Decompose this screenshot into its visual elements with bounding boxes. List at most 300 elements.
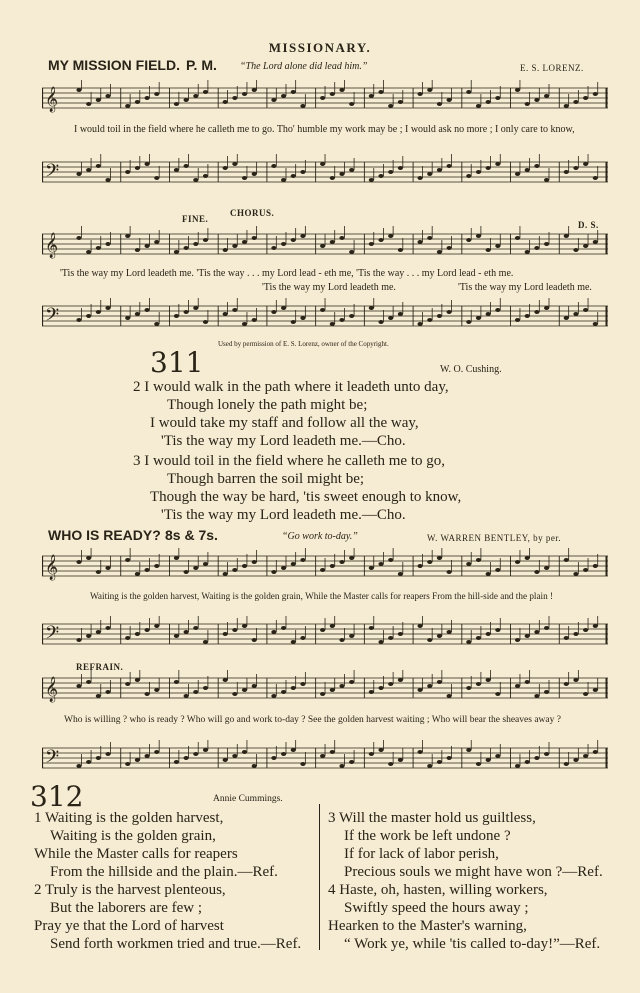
note-head [369,178,374,182]
note-head [223,100,228,104]
verse-line: Though barren the soil might be; [167,471,365,487]
note-head [291,320,296,324]
column-divider [319,804,320,950]
hymn-number: 312 [30,780,84,813]
note-head [184,310,189,314]
note-head [135,678,140,682]
note-head [486,312,491,316]
note-head [564,104,569,108]
note-head [291,640,296,644]
note-head [466,238,471,242]
note-head [398,248,403,252]
note-head [203,238,208,242]
verse-line: 3 Will the master hold us guiltless, [328,810,536,826]
note-head [339,764,344,768]
note-head [593,564,598,568]
note-head [495,96,500,100]
note-head [203,174,208,178]
note-head [154,564,159,568]
verse-line: While the Master calls for reapers [34,846,238,862]
hymn-meter: 8s & 7s. [165,527,218,543]
note-head [174,760,179,764]
note-head [417,624,422,628]
verse-line: Though lonely the path might be; [167,397,368,413]
verse-line: Though the way be hard, 'tis sweet enough to know, [150,489,462,505]
chorus-marking: CHORUS. [230,208,275,218]
note-head [135,572,140,576]
note-head [378,748,383,752]
note-head [96,246,101,250]
note-head [320,162,325,166]
verse-line: Swiftly speed the hours away ; [344,900,529,916]
note-head [76,172,81,176]
note-head [476,762,481,766]
note-head [252,318,257,322]
clef-icon: 𝄞 [45,233,59,258]
note-head [184,246,189,250]
note-head [349,760,354,764]
note-head [144,244,149,248]
note-head [291,238,296,242]
note-head [281,178,286,182]
note-head [105,178,110,182]
note-head [339,560,344,564]
note-head [252,172,257,176]
note-head [573,166,578,170]
note-head [388,316,393,320]
note-head [544,242,549,246]
note-head [564,558,569,562]
note-head [330,688,335,692]
note-head [203,320,208,324]
note-head [378,320,383,324]
note-head [291,748,296,752]
note-head [534,630,539,634]
note-head [174,168,179,172]
note-head [281,752,286,756]
note-head [447,310,452,314]
note-head [583,244,588,248]
composer-credit: E. S. LORENZ. [520,63,584,73]
note-head [86,760,91,764]
note-head [534,164,539,168]
verse-line: If for lack of labor perish, [344,846,499,862]
note-head [369,242,374,246]
note-head [476,636,481,640]
note-head [369,626,374,630]
hymn-number: 311 [150,346,204,379]
note-head [203,562,208,566]
note-head [96,98,101,102]
music-staff-system-4-bass [42,740,608,780]
note-head [495,568,500,572]
note-head [427,88,432,92]
note-head [398,100,403,104]
chorus-lyric-bass: 'Tis the way my Lord leadeth me. [262,282,396,293]
verse-line: “ Work ye, while 'tis called to-day!”—Ref. [344,936,601,952]
note-head [125,636,130,640]
note-head [242,564,247,568]
note-head [339,172,344,176]
note-head [564,234,569,238]
note-head [271,630,276,634]
note-head [281,626,286,630]
verse-line: Waiting is the golden grain, [50,828,216,844]
note-head [525,680,530,684]
note-head [271,164,276,168]
note-head [203,640,208,644]
note-head [515,684,520,688]
note-head [447,570,452,574]
note-head [281,690,286,694]
note-head [466,90,471,94]
note-head [593,176,598,180]
note-head [252,88,257,92]
note-head [203,748,208,752]
verse-line: 1 Waiting is the golden harvest, [34,810,224,826]
note-head [544,178,549,182]
note-head [96,694,101,698]
note-head [378,686,383,690]
note-head [417,750,422,754]
note-head [135,758,140,762]
verse-line: 'Tis the way my Lord leadeth me.—Cho. [161,507,406,523]
note-head [427,236,432,240]
note-head [242,322,247,326]
note-head [427,684,432,688]
note-head [417,176,422,180]
note-head [437,314,442,318]
note-head [339,638,344,642]
note-head [544,566,549,570]
note-head [86,250,91,254]
note-head [154,750,159,754]
note-head [281,566,286,570]
note-head [135,100,140,104]
note-head [573,758,578,762]
note-head [583,308,588,312]
note-head [515,318,520,322]
note-head [232,568,237,572]
note-head [447,98,452,102]
note-head [86,680,91,684]
note-head [525,634,530,638]
note-head [378,90,383,94]
note-head [476,558,481,562]
note-head [330,624,335,628]
note-head [564,316,569,320]
note-head [573,678,578,682]
music-staff-system-2-treble [42,226,608,266]
clef-icon: 𝄢 [45,747,60,772]
note-head [232,162,237,166]
note-head [223,248,228,252]
note-head [76,764,81,768]
note-head [223,678,228,682]
note-head [184,98,189,102]
verse [34,809,278,881]
note-head [476,234,481,238]
note-head [242,624,247,628]
note-head [144,628,149,632]
note-head [544,752,549,756]
note-head [105,566,110,570]
note-head [271,694,276,698]
note-head [486,100,491,104]
note-head [447,164,452,168]
note-head [525,760,530,764]
note-head [281,94,286,98]
verse [133,452,461,524]
note-head [154,92,159,96]
note-head [515,236,520,240]
note-head [417,322,422,326]
clef-icon: 𝄞 [45,677,59,702]
note-head [86,102,91,106]
note-head [564,170,569,174]
note-head [495,754,500,758]
note-head [144,568,149,572]
note-head [583,162,588,166]
note-head [125,316,130,320]
note-head [193,566,198,570]
note-head [369,566,374,570]
note-head [144,308,149,312]
note-head [252,560,257,564]
note-head [466,686,471,690]
note-head [320,628,325,632]
note-head [86,168,91,172]
note-head [320,244,325,248]
note-head [369,690,374,694]
note-head [232,692,237,696]
note-head [466,640,471,644]
note-head [466,562,471,566]
verse [328,809,603,881]
note-head [135,312,140,316]
note-head [398,166,403,170]
note-head [105,626,110,630]
note-head [378,238,383,242]
note-head [174,556,179,560]
note-head [154,176,159,180]
note-head [300,234,305,238]
note-head [564,762,569,766]
note-head [486,678,491,682]
note-head [447,694,452,698]
note-head [583,754,588,758]
note-head [252,684,257,688]
note-head [515,764,520,768]
note-head [144,692,149,696]
note-head [437,760,442,764]
note-head [184,694,189,698]
verse-line: If the work be left undone ? [344,828,511,844]
note-head [437,556,442,560]
note-head [252,638,257,642]
note-head [252,764,257,768]
note-head [300,636,305,640]
note-head [593,322,598,326]
note-head [427,318,432,322]
note-head [447,630,452,634]
note-head [427,172,432,176]
note-head [534,756,539,760]
note-head [447,756,452,760]
note-head [242,750,247,754]
note-head [281,242,286,246]
verse-line: 3 I would toil in the field where he calleth me to go, [133,453,445,469]
note-head [495,628,500,632]
note-head [174,314,179,318]
note-head [76,684,81,688]
note-head [76,318,81,322]
verse-line: 2 Truly is the harvest plenteous, [34,882,226,898]
music-staff-system-3-bass [42,616,608,656]
music-staff-system-1-bass [42,154,608,194]
note-head [573,632,578,636]
note-head [515,172,520,176]
note-head [398,312,403,316]
note-head [184,630,189,634]
note-head [437,102,442,106]
note-head [573,248,578,252]
verse-line: 4 Haste, oh, hasten, willing workers, [328,882,548,898]
note-head [388,104,393,108]
note-head [76,638,81,642]
note-head [86,556,91,560]
note-head [232,244,237,248]
note-head [330,240,335,244]
verse-line: Hearken to the Master's warning, [328,918,527,934]
verse-line: Pray ye that the Lord of harvest [34,918,224,934]
note-head [339,236,344,240]
note-head [447,246,452,250]
note-head [193,306,198,310]
note-head [223,166,228,170]
note-head [125,762,130,766]
note-head [378,174,383,178]
note-head [417,688,422,692]
note-head [193,626,198,630]
note-head [125,170,130,174]
note-head [96,310,101,314]
note-head [105,690,110,694]
author-credit: W. O. Cushing. [440,364,502,375]
note-head [300,170,305,174]
note-head [300,316,305,320]
note-head [105,242,110,246]
note-head [223,758,228,762]
verse-line: 'Tis the way my Lord leadeth me.—Cho. [161,433,406,449]
note-head [583,628,588,632]
note-head [398,758,403,762]
note-head [291,686,296,690]
note-head [417,92,422,96]
note-head [271,246,276,250]
note-head [427,560,432,564]
note-head [544,626,549,630]
note-head [96,630,101,634]
note-head [437,168,442,172]
note-head [105,752,110,756]
note-head [135,166,140,170]
music-staff-system-2-bass [42,298,608,338]
note-head [398,572,403,576]
refrain-lyric: Who is willing ? who is ready ? Who will go and work to-day ? See the golden harvest waiting ; Who will bear the sheaves away ? [64,715,561,725]
note-head [193,242,198,246]
note-head [300,682,305,686]
note-head [388,636,393,640]
note-head [105,306,110,310]
note-head [437,250,442,254]
note-head [135,632,140,636]
note-head [515,560,520,564]
note-head [437,680,442,684]
note-head [388,762,393,766]
note-head [476,682,481,686]
note-head [300,762,305,766]
note-head [193,94,198,98]
note-head [271,756,276,760]
note-head [534,310,539,314]
note-head [242,176,247,180]
note-head [154,240,159,244]
note-head [144,754,149,758]
note-head [223,312,228,316]
note-head [388,558,393,562]
note-head [232,628,237,632]
note-head [466,174,471,178]
note-head [320,692,325,696]
verse [34,881,301,953]
note-head [495,308,500,312]
note-head [564,636,569,640]
hymn-title: MY MISSION FIELD. [48,57,180,73]
note-head [573,572,578,576]
note-head [417,564,422,568]
note-head [339,684,344,688]
note-head [96,570,101,574]
note-head [223,572,228,576]
note-head [300,104,305,108]
note-head [232,308,237,312]
note-head [369,94,374,98]
verse-line: From the hillside and the plain.—Ref. [50,864,278,880]
note-head [86,314,91,318]
note-head [271,310,276,314]
note-head [466,320,471,324]
note-head [534,570,539,574]
clef-icon: 𝄢 [45,623,60,648]
note-head [144,162,149,166]
note-head [125,104,130,108]
note-head [174,102,179,106]
note-head [583,96,588,100]
note-head [232,96,237,100]
note-head [252,236,257,240]
note-head [573,312,578,316]
note-head [125,682,130,686]
note-head [320,754,325,758]
hymn-title: WHO IS READY? [48,527,161,543]
note-head [174,680,179,684]
verse-line: I would take my staff and follow all the way, [150,415,419,431]
note-head [300,558,305,562]
note-head [291,90,296,94]
note-head [388,234,393,238]
composer-credit: W. WARREN BENTLEY, by per. [427,533,562,543]
